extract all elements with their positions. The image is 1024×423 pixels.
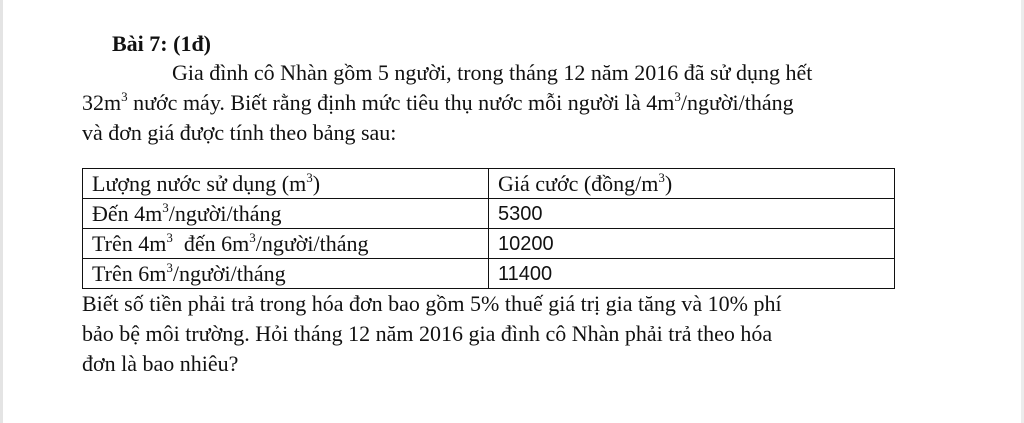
cubic-superscript: 3 — [166, 259, 173, 275]
price-value: 10200 — [498, 233, 554, 255]
intro-line-1-text: Gia đình cô Nhàn gồm 5 người, trong tháng 12 năm 2016 đã sử dụng hết — [172, 60, 813, 85]
price-cell — [489, 229, 895, 259]
exercise-heading: Bài 7: (1đ) — [112, 31, 211, 56]
usage-cell — [83, 259, 489, 289]
price-cell — [489, 199, 895, 229]
question-line-2 — [82, 319, 962, 349]
question-line-2-text: bảo bệ môi trường. Hỏi tháng 12 năm 2016 gia đình cô Nhàn phải trả theo hóa — [82, 321, 773, 346]
cubic-superscript: 3 — [249, 229, 256, 245]
usage-cell — [83, 199, 489, 229]
document-page — [82, 30, 962, 379]
question-line-3 — [82, 349, 962, 379]
usage-text-upper: đến 6m — [172, 230, 250, 256]
intro-line-2-text: nước máy. Biết rằng định mức tiêu thụ nước mỗi người là 4m — [127, 90, 675, 115]
price-value: 5300 — [498, 203, 543, 225]
header-price-text: Giá cước (đồng/m — [498, 170, 659, 196]
header-usage-close: ) — [312, 170, 321, 196]
page-left-edge — [0, 0, 3, 423]
usage-cell — [83, 229, 489, 259]
usage-text: Đến 4m — [92, 200, 163, 226]
volume-used: 32m — [82, 90, 122, 115]
header-cell-usage — [83, 169, 489, 199]
cubic-superscript: 3 — [658, 169, 665, 185]
cubic-superscript: 3 — [166, 229, 173, 245]
table-header-row — [83, 169, 895, 199]
question-line-1 — [82, 289, 962, 319]
question-paragraph — [82, 289, 962, 379]
quota-unit: /người/tháng — [680, 90, 794, 115]
table-row — [83, 229, 895, 259]
intro-line-3-text: và đơn giá được tính theo bảng sau: — [82, 120, 397, 145]
cubic-superscript: 3 — [121, 89, 128, 104]
price-table — [82, 168, 895, 289]
cubic-superscript: 3 — [674, 89, 681, 104]
intro-line-2 — [82, 88, 962, 118]
intro-paragraph — [82, 58, 962, 148]
question-line-3-text: đơn là bao nhiêu? — [82, 351, 239, 376]
price-value: 11400 — [498, 263, 553, 285]
usage-unit: /người/tháng — [255, 230, 369, 256]
usage-text: Trên 6m — [92, 260, 167, 286]
usage-unit: /người/tháng — [168, 200, 282, 226]
price-cell — [489, 259, 895, 289]
cubic-superscript: 3 — [306, 169, 313, 185]
table-row — [83, 199, 895, 229]
usage-unit: /người/tháng — [172, 260, 286, 286]
header-cell-price — [489, 169, 895, 199]
intro-line-3 — [82, 118, 962, 148]
header-price-close: ) — [664, 170, 673, 196]
intro-line-1 — [82, 58, 962, 88]
table-row — [83, 259, 895, 289]
cubic-superscript: 3 — [162, 199, 169, 215]
question-line-1-text: Biết số tiền phải trả trong hóa đơn bao gồm 5% thuế giá trị gia tăng và 10% phí — [82, 291, 782, 316]
header-usage-text: Lượng nước sử dụng (m — [92, 170, 307, 196]
usage-text: Trên 4m — [92, 230, 167, 256]
